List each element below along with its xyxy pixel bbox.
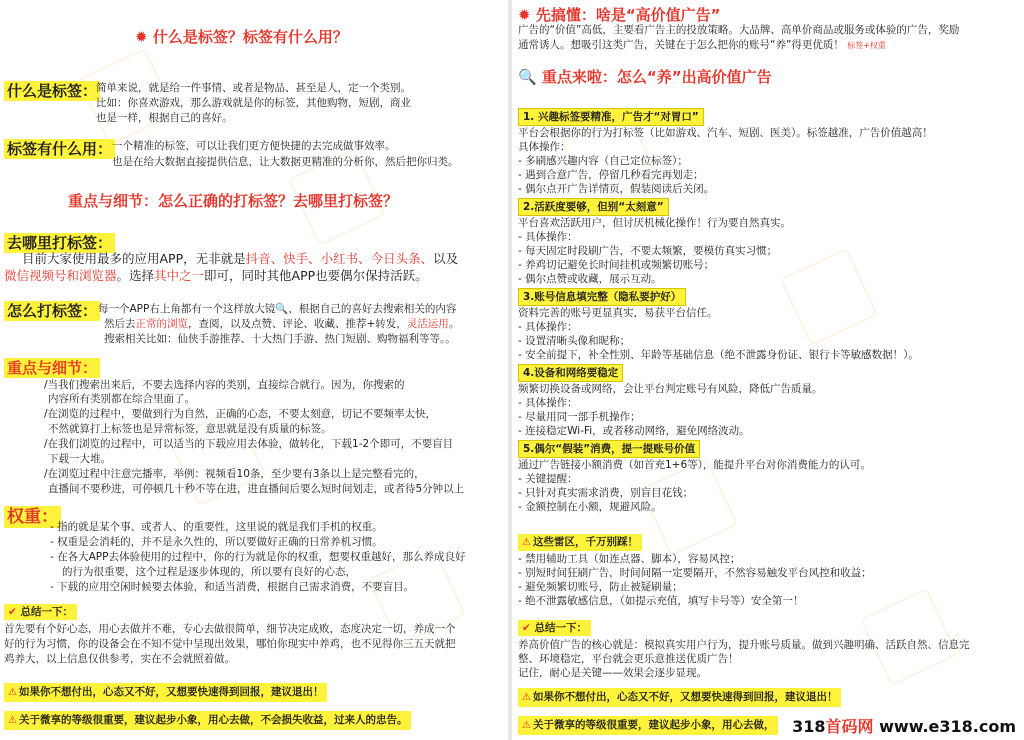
left-warning-2: ⚠ 关于微享的等级很重要，建议起步小象，用心去做，不会损失收益，过来人的忠告。 — [4, 711, 411, 730]
danger-zone-title: ⚠ 这些雷区，千万别踩！ — [518, 534, 642, 551]
detail-line-4: 不然就算打上标签也是异常标签，意思就是没有质量的标签。 — [48, 423, 332, 435]
section-2-line: - 每天固定时段刷广告，不要太频繁，要模仿真实习惯； — [518, 245, 778, 257]
intro-line-2: 通常诱人。想吸引这类广告，关键在于怎么把你的账号“养”得更优质！ 标签+权重 — [518, 39, 886, 51]
detail-line-2: 内容所有类别都在综合里面了。 — [48, 393, 195, 405]
maple-leaf-icon: ✹ — [135, 28, 148, 46]
label-use-line-1: 一个精准的标签，可以让我们更方便快捷的去完成做事效率。 — [112, 140, 396, 152]
section-2-title: 2.活跃度要够，但别“太刻意” — [518, 198, 669, 216]
how-line-2: 然后去正常的浏览，查阅，以及点赞、评论、收藏、推荐+转发，灵活运用。 — [104, 318, 460, 330]
section-4-line: - 连接稳定Wi-Fi，或者移动网络，避免网络波动。 — [518, 425, 750, 437]
section-2-line: - 养鸡切记避免长时间挂机或频繁切账号； — [518, 259, 715, 271]
section-2-line: - 具体操作： — [518, 231, 578, 243]
how-label-heading: 怎么打标签： — [4, 300, 100, 321]
section-1-line: - 多刷感兴趣内容（自己定位标签）； — [518, 155, 688, 167]
right-summary-line-2: 整、环境稳定，平台就会更乐意推送优质广告！ — [518, 653, 739, 665]
left-panel — [0, 0, 508, 740]
section-5-line: 通过广告链接小额消费（如首充1+6等），能提升平台对你消费能力的认可。 — [518, 459, 871, 471]
watermark — [780, 248, 878, 346]
section-3-line: - 安全前提下，补全性别、年龄等基础信息（绝不泄露身份证、银行卡等敏感数据！）。 — [518, 349, 919, 361]
what-is-line-1: 简单来说，就是给一件事情、或者是物品、甚至是人，定一个类别。 — [96, 82, 411, 94]
left-summary-line-1: 首先要有个好心态，用心去做并不难，专心去做很简单，细节决定成败，态度决定一切，养成一个 — [4, 623, 456, 635]
label-use-heading: 标签有什么用： — [4, 138, 115, 159]
check-icon: ✔ — [522, 622, 531, 634]
right-title-1: ✹ 先搞懂：啥是“高价值广告” — [518, 6, 721, 24]
section-3-line: - 具体操作： — [518, 321, 578, 333]
warning-icon: ⚠ — [522, 692, 531, 703]
section-5-line: - 关键提醒： — [518, 473, 578, 485]
section-3-line: 资料完善的账号更显真实，易获平台信任。 — [518, 307, 718, 319]
section-4-line: - 尽量用同一部手机操作； — [518, 411, 641, 423]
left-summary-line-2: 好的行为习惯，你的设备会在不知不觉中呈现出效果，哪怕你现实中养鸡，也不见得你三五天就把 — [4, 638, 456, 650]
right-warning-2: ⚠ 关于微享的等级很重要，建议起步小象，用心去做， — [518, 716, 778, 735]
section-4-title: 4.设备和网络要稳定 — [518, 364, 623, 382]
weight-label-heading: 权重： — [4, 502, 61, 527]
weight-line-2: - 权重是会消耗的，并不是永久性的，所以要做好正确的日常养机习惯。 — [50, 536, 383, 548]
section-1-line: - 偶尔点开广告详情页，假装阅读后关闭。 — [518, 183, 715, 195]
search-icon: 🔍 — [275, 303, 289, 315]
left-summary-line-3: 鸡养大，以上信息仅供参考，实在不会就照着做。 — [4, 653, 235, 665]
site-watermark: 318首码网 www.e318.com — [784, 712, 1024, 740]
section-1-line: 平台会根据你的行为打标签（比如游戏、汽车、短剧、医美）。标签越准，广告价值越高！ — [518, 127, 933, 139]
section-5-title: 5.偶尔“假装”消费，提一提账号价值 — [518, 440, 700, 458]
section-2-line: 平台喜欢活跃用户，但讨厌机械化操作！行为要自然真实。 — [518, 217, 791, 229]
right-title-2: 🔍 重点来啦：怎么“养”出高价值广告 — [518, 68, 772, 86]
warning-icon: ⚠ — [522, 537, 531, 548]
section-3-title: 3.账号信息填完整（隐私要护好） — [518, 288, 686, 306]
right-summary-line-3: 记住，耐心是关键——效果会逐步显现。 — [518, 667, 707, 679]
how-line-3: 搜索相关比如：仙侠手游推荐、十大热门手游、热门短剧、购物福利等等。。 — [104, 333, 456, 345]
what-is-line-3: 也是一样，根据自己的喜好。 — [96, 112, 233, 124]
detail-line-5: /在我们浏览的过程中，可以适当的下载应用去体验，做转化，下载1-2个即可，不要盲目 — [44, 438, 454, 450]
detail-line-8: 直播间不要秒进，可停顿几十秒不等在进，进直播间后要么短时间划走，或者待5分钟以上 — [48, 483, 465, 495]
right-summary-badge: ✔ 总结一下： — [518, 620, 591, 636]
what-is-line-2: 比如：你喜欢游戏，那么游戏就是你的标签，其他购物，短剧，商业 — [96, 97, 411, 109]
warning-icon: ⚠ — [8, 715, 17, 726]
where-line-1: 目前大家使用最多的应用APP，无非就是抖音、快手、小红书、今日头条、以及 — [22, 251, 459, 266]
section-1-line: 具体操作： — [518, 141, 571, 153]
left-title-2: 重点与细节：怎么正确的打标签？去哪里打标签？ — [68, 192, 399, 210]
where-label-heading: 去哪里打标签： — [4, 232, 115, 253]
left-warning-1: ⚠ 如果你不想付出，心态又不好，又想要快速得到回报，建议退出！ — [4, 683, 327, 702]
right-warning-1: ⚠ 如果你不想付出，心态又不好，又想要快速得到回报，建议退出！ — [518, 688, 841, 707]
danger-line: - 避免频繁切账号，防止被疑刷量； — [518, 581, 683, 593]
weight-line-4: 的行为很重要，这个过程是逐步体现的，所以要有良好的心态， — [62, 566, 356, 578]
right-panel — [512, 0, 1024, 740]
section-1-line: - 遇到合意广告，停留几秒看完再划走； — [518, 169, 704, 181]
weight-line-1: - 指的就是某个事、或者人、的重要性，这里说的就是我们手机的权重。 — [50, 521, 383, 533]
section-5-line: - 只针对真实需求消费，别盲目花钱； — [518, 487, 694, 499]
warning-icon: ⚠ — [8, 687, 17, 698]
danger-line: - 禁用辅助工具（如连点器、脚本），容易风控； — [518, 553, 741, 565]
section-4-line: - 具体操作： — [518, 397, 578, 409]
detail-line-6: 下载一大堆。 — [48, 453, 111, 465]
section-1-title: 1. 兴趣标签要精准，广告才“对胃口” — [518, 108, 704, 126]
left-title-1: ✹ 什么是标签？标签有什么用？ — [135, 28, 348, 46]
label-use-line-2: 也是在给大数据直接提供信息，让大数据更精准的分析你，然后把你归类。 — [112, 156, 459, 168]
danger-line: - 绝不泄露敏感信息，（如提示充值，填写卡号等）安全第一！ — [518, 595, 804, 607]
detail-line-1: /当我们搜索出来后，不要去选择内容的类别，直接综合就行。因为，你搜索的 — [44, 379, 405, 391]
section-3-line: - 设置清晰头像和昵称； — [518, 335, 631, 347]
left-summary-badge: ✔ 总结一下： — [4, 604, 77, 620]
section-5-line: - 金额控制在小额，规避风险。 — [518, 501, 662, 513]
detail-line-7: /在浏览过程中注意完播率，举例：视频看10条，至少要有3条以上是完整看完的， — [44, 468, 425, 480]
weight-line-5: - 下载的应用空闲时候要去体验，和适当消费，根据自己需求消费，不要盲目。 — [50, 581, 415, 593]
what-is-label-heading: 什么是标签： — [4, 80, 100, 101]
section-4-line: 频繁切换设备或网络，会让平台判定账号有风险，降低广告质量。 — [518, 383, 823, 395]
detail-line-3: /在浏览的过程中，要做到行为自然，正确的心态，不要太刻意，切记不要频率太快， — [44, 408, 437, 420]
search-icon: 🔍 — [518, 68, 537, 86]
where-line-2: 微信视频号和浏览器。选择其中之一即可，同时其他APP也要偶尔保持活跃。 — [4, 268, 428, 283]
how-line-1: 每一个APP右上角都有一个这样放大镜🔍，根据自己的喜好去搜索相关的内容 — [98, 303, 457, 315]
watermark — [860, 588, 958, 686]
check-icon: ✔ — [8, 606, 17, 618]
warning-icon: ⚠ — [522, 720, 531, 731]
danger-line: - 别短时间狂刷广告，时间间隔一定要隔开，不然容易触发平台风控和收益； — [518, 567, 872, 579]
maple-leaf-icon: ✹ — [518, 6, 531, 24]
intro-line-1: 广告的“价值”高低，主要看广告主的投放策略。大品牌、高单价商品或服务或体验的广告，奖励 — [518, 24, 960, 36]
detail-label-heading: 重点与细节： — [4, 357, 100, 378]
section-2-line: - 偶尔点赞或收藏，展示互动。 — [518, 273, 662, 285]
right-summary-line-1: 养高价值广告的核心就是：模拟真实用户行为，提升账号质量。做到兴趣明确、活跃自然、信息完 — [518, 639, 970, 651]
weight-line-3: - 在各大APP去体验使用的过程中，你的行为就是你的权重，想要权重越好，那么养成良好 — [50, 551, 466, 563]
